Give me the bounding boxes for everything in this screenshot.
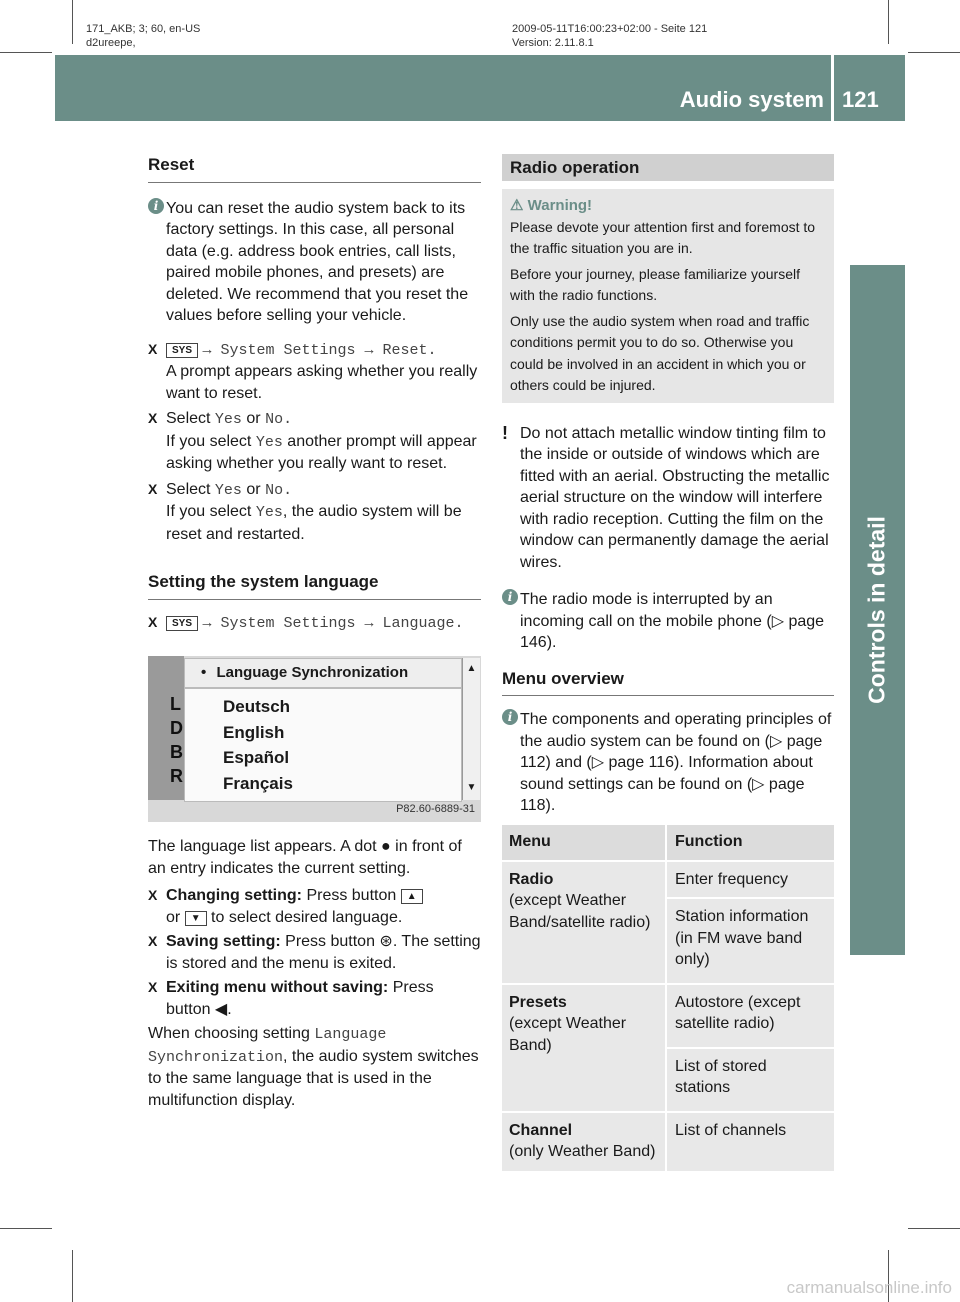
screen-item: Français — [223, 773, 293, 793]
function-cell: List of channels — [667, 1113, 834, 1171]
bullet-label: Exiting menu without saving: — [166, 979, 389, 996]
warning-box — [502, 189, 834, 403]
warning-text: Before your journey, please familiarize yourself with the radio functions. — [510, 265, 800, 303]
step-text: , the audio system will be reset and restarted. — [166, 503, 462, 543]
menu-note: (except Weather Band) — [509, 1015, 627, 1054]
table-row — [502, 862, 834, 898]
meta-right-bottom: Version: 2.11.8.1 — [512, 37, 594, 49]
left-column — [148, 154, 481, 1111]
menu-note: (except Weather Band/satellite radio) — [509, 892, 651, 931]
info-icon: i — [502, 709, 518, 725]
warning-text: Only use the audio system when road and traffic conditions permit you to do so. Otherwise you could be involved in an accident in which you or others could be injured. — [510, 312, 810, 393]
screen-letter: R — [170, 766, 183, 786]
right-column — [502, 154, 834, 1173]
step-arrow-icon: X — [148, 933, 158, 949]
language-step-path: → System Settings → Language. — [202, 614, 464, 632]
option-yes: Yes — [214, 481, 242, 499]
crop-mark — [908, 52, 960, 53]
screen-left-letters — [170, 692, 183, 788]
table-header-row — [502, 825, 834, 860]
bullet-text: Press button ◀. — [166, 979, 434, 1018]
step-text: another prompt will appear asking whether you really want to reset. — [166, 432, 477, 472]
function-cell: Enter frequency — [667, 862, 834, 898]
page-number: 121 — [842, 87, 879, 112]
reset-step-2 — [148, 408, 481, 475]
info-icon: i — [148, 198, 164, 214]
section-heading-language: Setting the system language — [148, 571, 481, 600]
option-yes: Yes — [255, 504, 283, 521]
radio-info — [502, 589, 834, 654]
print-meta-right — [512, 22, 707, 50]
col-header-function: Function — [667, 825, 834, 860]
function-cell: List of stored stations — [667, 1049, 834, 1111]
notice-icon: ! — [502, 422, 508, 443]
screen-letter: B — [170, 742, 183, 762]
info-icon: i — [502, 589, 518, 605]
image-caption: P82.60-6889-31 — [396, 802, 475, 815]
warning-icon: ⚠ — [510, 197, 524, 214]
bullet-label: Changing setting: — [166, 887, 302, 904]
section-heading-reset: Reset — [148, 154, 481, 183]
section-heading-radio: Radio operation — [502, 154, 834, 181]
option-yes: Yes — [255, 433, 283, 451]
screen-item: Language Synchronization — [216, 664, 409, 681]
menu-table — [500, 823, 836, 1173]
language-para-2 — [148, 1023, 481, 1111]
para-mono: Language Synchronization — [148, 1026, 387, 1066]
option-yes: Yes — [214, 411, 242, 428]
para-text: , the audio system switches to the same language that is used in the multifunction display. — [148, 1047, 479, 1109]
menu-info — [502, 709, 834, 817]
header-divider — [831, 55, 834, 121]
menu-name: Radio — [509, 870, 554, 888]
menu-cell — [502, 985, 665, 1111]
function-cell: Station information (in FM wave band only) — [667, 899, 834, 983]
screen-selected-item — [184, 658, 462, 688]
notice-text: Do not attach metallic window tinting film to the inside or outside of windows which are fitted with an aerial. Obstructing the metallic aerial structure on the window will interfere with radio reception. Cutting the film on the window can permanently damage the aerial wires. — [520, 424, 830, 571]
crop-mark — [0, 1228, 52, 1229]
meta-right-top: 2009-05-11T16:00:23+02:00 - Seite 121 — [512, 23, 708, 35]
para-text: When choosing setting — [148, 1025, 310, 1042]
screen-item: Español — [223, 748, 290, 767]
option-no: No. — [265, 411, 293, 428]
screen-scrollbar — [462, 658, 480, 800]
footer-watermark: carmanualsonline.info — [786, 1278, 952, 1297]
meta-left-bottom: d2ureepe, — [86, 37, 136, 49]
step-arrow-icon: X — [148, 979, 158, 995]
step-arrow-icon: X — [148, 480, 158, 497]
step-text: or — [246, 410, 261, 427]
print-meta-left — [86, 22, 200, 50]
bullet-label: Saving setting: — [166, 933, 281, 950]
language-bullet-save — [148, 931, 481, 974]
step-arrow-icon: X — [148, 613, 158, 630]
crop-mark — [908, 1228, 960, 1229]
section-heading-menu: Menu overview — [502, 668, 834, 697]
warning-title: Warning! — [527, 197, 593, 214]
screen-item: English — [223, 722, 285, 742]
step-text: Select — [166, 410, 211, 427]
step-text: or — [246, 480, 261, 498]
step-text: If you select — [166, 432, 252, 450]
step-arrow-icon: X — [148, 887, 158, 903]
crop-mark — [0, 52, 52, 53]
menu-name: Presets — [509, 993, 567, 1011]
scroll-down-icon: ▼ — [466, 781, 477, 793]
language-bullet-exit — [148, 977, 481, 1020]
sys-key-icon: SYS — [166, 343, 198, 358]
screen-letter: D — [170, 718, 183, 738]
current-setting-dot-icon: • — [201, 664, 207, 681]
scroll-up-icon: ▲ — [466, 663, 477, 674]
step-text: Select — [166, 480, 211, 498]
language-bullet-change — [148, 885, 481, 928]
menu-note: (only Weather Band) — [509, 1143, 656, 1160]
language-screen-image — [148, 656, 481, 822]
menu-name: Channel — [509, 1121, 573, 1139]
reset-step-3 — [148, 479, 481, 546]
warning-text: Please devote your attention first and foremost to the traffic situation you are in. — [510, 218, 816, 256]
table-row — [502, 1113, 834, 1171]
bullet-text: or — [166, 908, 181, 926]
bullet-text: to select desired language. — [211, 908, 403, 926]
col-header-menu: Menu — [502, 825, 665, 860]
up-button-icon: ▲ — [401, 889, 423, 904]
menu-cell — [502, 862, 665, 983]
menu-info-text: The components and operating principles of the audio system can be found on (▷ page 112) and (▷ page 116). Information about sound settings can be found on (▷ page 118). — [520, 711, 832, 814]
bullet-text: Press button ⊛. The setting is stored and the menu is exited. — [166, 933, 481, 972]
down-button-icon: ▼ — [185, 911, 207, 926]
radio-info-text: The radio mode is interrupted by an incoming call on the mobile phone (▷ page 146). — [520, 591, 825, 651]
reset-step-1 — [148, 339, 481, 405]
crop-mark — [72, 1250, 73, 1302]
page-title: Audio system — [679, 87, 824, 112]
screen-list — [184, 688, 462, 802]
reset-step1-text: A prompt appears asking whether you really want to reset. — [166, 363, 478, 402]
step-text: If you select — [166, 503, 252, 520]
step-arrow-icon: X — [148, 340, 158, 357]
menu-cell — [502, 1113, 665, 1171]
option-no: No. — [265, 481, 293, 499]
reset-info-text: You can reset the audio system back to its factory settings. In this case, all personal data (e.g. address book entries, call lists, paired mobile phones, and presets) are deleted. We recommend that you reset the values before selling your vehicle. — [166, 199, 469, 324]
meta-left-top: 171_AKB; 3; 60, en-US — [86, 23, 201, 35]
reset-info — [148, 198, 481, 327]
side-tab-label: Controls in detail — [863, 516, 890, 704]
language-para-1: The language list appears. A dot ● in front of an entry indicates the current setting. — [148, 838, 462, 877]
screen-letter: L — [170, 694, 181, 714]
step-arrow-icon: X — [148, 410, 158, 426]
crop-mark — [72, 0, 73, 44]
notice-block — [502, 423, 834, 574]
sys-key-icon: SYS — [166, 616, 198, 631]
screen-item: Deutsch — [223, 697, 291, 716]
language-step — [148, 612, 481, 635]
warning-heading — [510, 195, 826, 217]
function-cell: Autostore (except satellite radio) — [667, 985, 834, 1047]
crop-mark — [888, 0, 889, 44]
reset-step1-path: → System Settings → Reset. — [202, 341, 437, 359]
table-row — [502, 985, 834, 1047]
bullet-text: Press button — [306, 887, 397, 904]
